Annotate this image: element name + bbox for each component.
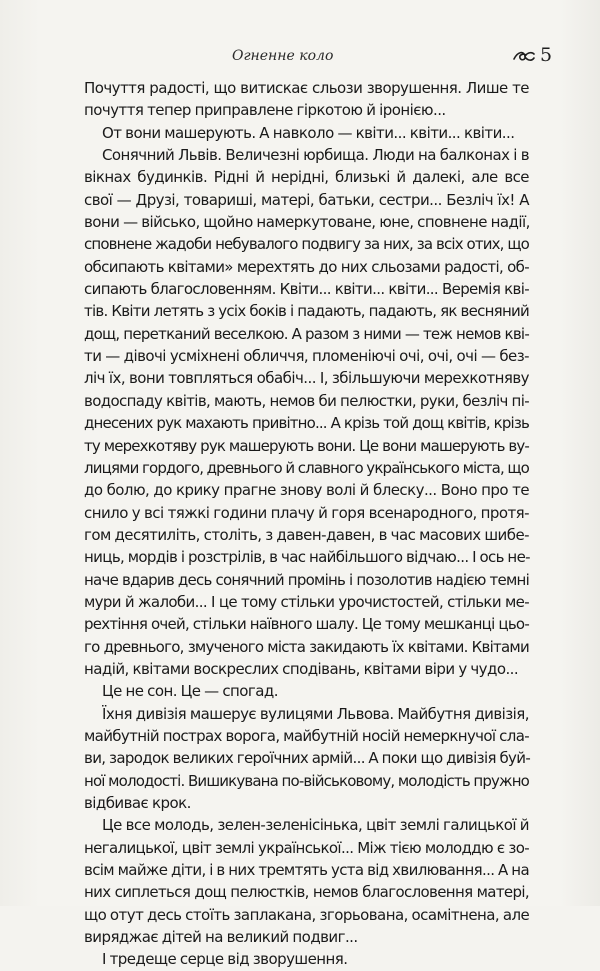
text-line: ліч їх, вони товпляться обабіч... І, збільшуючи мерехкотняву [84, 369, 529, 388]
leaf-swirl-ornament-icon [512, 47, 536, 65]
text-line: ти — дівочі усміхнені обличчя, пломеніючі очі, очі, очі — без- [84, 347, 529, 366]
text-line: свої — Друзі, товариші, матері, батьки, сестри... Безліч їх! А [84, 190, 529, 209]
text-line: обсипають квітами» мерехтять до них сльозами радості, об- [84, 257, 529, 276]
text-line: Почуття радості, що витискає сльози зворушення. Лише те [84, 79, 529, 97]
text-line: тів. Квіти летять з усіх боків і падають, падають, як весняний [84, 302, 529, 321]
text-line: почуття тепер приправлене гіркотою й іронією... [84, 101, 446, 120]
text-body [84, 77, 529, 971]
text-line: надій, квітами воскреслих сподівань, квітами віри у чудо... [84, 659, 519, 678]
text-line: відбиває крок. [84, 794, 191, 812]
text-line: дощ, перетканий веселкою. А разом з ними — теж немов кві- [84, 324, 529, 343]
text-line: майбутній пострах ворога, майбутній носій немеркнучої сла- [84, 726, 529, 745]
text-line: виряджає дітей на великий подвиг... [84, 928, 358, 947]
running-title: Огненне коло [232, 48, 334, 64]
text-line: Це не сон. Це — спогад. [102, 682, 278, 701]
text-line: ної молодості. Вишикувана по-військовому, молодість пружно [84, 771, 529, 790]
text-line: негалицької, цвіт землі української... Між тією молоддю є зо- [84, 838, 529, 857]
page-number: 5 [540, 44, 553, 66]
text-line: всім майже діти, і в них тремтять уста від хвилювання... А на [84, 861, 529, 880]
text-line: снило у всі тяжкі години плачу й горя всенародного, протя- [84, 503, 529, 522]
text-line: лицями гордого, древнього й славного українського міста, що [84, 458, 529, 477]
text-line: вікнах будинків. Рідні й нерідні, близькі й далекі, але все [84, 168, 529, 187]
text-line: Сонячний Львів. Величезні юрбища. Люди на балконах і в [102, 146, 529, 165]
text-line: що отут десь стоїть заплакана, згорьована, осамітнена, але [84, 905, 530, 924]
text-line: От вони машерують. А навколо — квіти... квіти... квіти... [102, 123, 515, 142]
text-line: них сиплеться дощ пелюстків, немов благословення матері, [84, 883, 529, 902]
text-line: Це все молодь, зелен-зеленісінька, цвіт землі галицької й [102, 816, 529, 835]
text-line: Їхня дивізія машерує вулицями Львова. Майбутня дивізія, [102, 704, 529, 723]
text-line: ниць, мордів і розстрілів, в час найбільшого відчаю... І ось не- [84, 548, 530, 567]
text-line: водоспаду квітів, мають, немов би пелюстки, руки, безліч пі- [84, 391, 529, 410]
text-line: мури й жалоби... І це тому стільки урочистостей, стільки ме- [84, 592, 529, 611]
text-line: вони — військо, щойно намеркутоване, юне, сповнене надії, [84, 213, 530, 232]
text-line: рехтіння очей, стільки наївного шалу. Це тому мешканці цьо- [84, 615, 529, 634]
text-line: до болю, до крику прагне знову волі й блеску... Воно про те [84, 481, 529, 500]
text-line: сповнене жадоби небувалого подвигу за них, за всіх отих, що [84, 235, 529, 254]
text-line: ту мерехкотяву рук машерують вони. Це вони машерують ву- [84, 436, 529, 455]
text-line: ви, зародок великих героїчних армій... А поки що дивізія буй- [84, 749, 531, 768]
text-line: гом десятиліть, століть, з давен-давен, в час масових шибе- [84, 525, 529, 544]
text-line: наче вдарив десь сонячний промінь і позолотив надією темні [84, 570, 529, 589]
text-line: І тредеще серце від зворушення. [102, 950, 348, 969]
text-line: днесених рук махають привітно... А крізь той дощ квітів, крізь [84, 414, 529, 433]
text-line: го древнього, змученого міста закидають їх квітами. Квітами [84, 637, 529, 656]
text-line: сипають благословенням. Квіти... квіти... квіти... Веремія кві- [84, 280, 529, 299]
running-header [0, 44, 600, 70]
